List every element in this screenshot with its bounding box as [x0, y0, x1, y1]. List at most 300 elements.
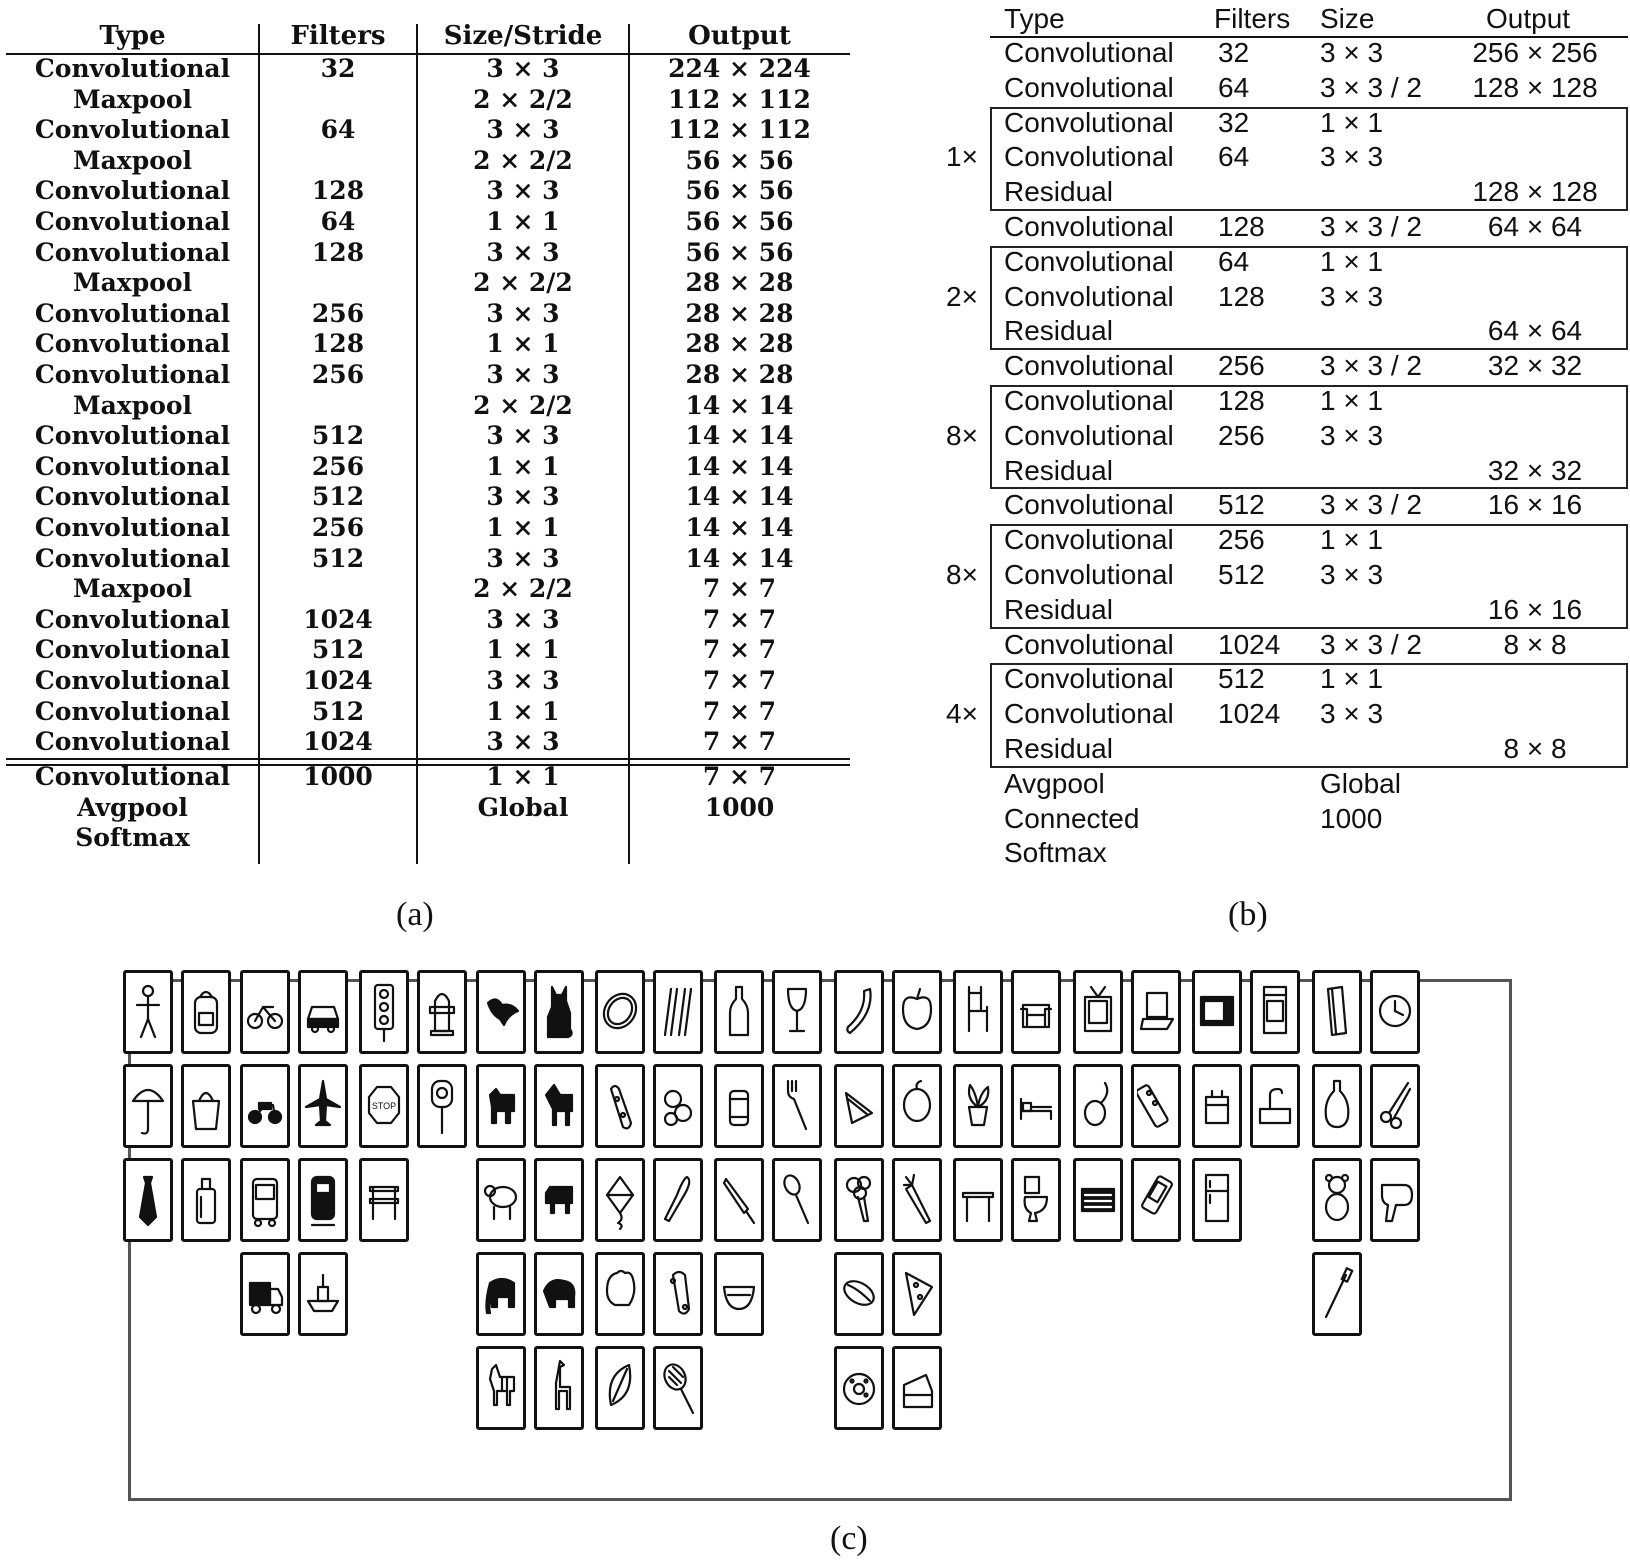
- cell-type: Convolutional: [34, 237, 231, 267]
- cell-size: 3 × 3: [486, 604, 560, 634]
- cell-type: Convolutional: [1004, 106, 1174, 138]
- bowl-icon: [714, 1252, 764, 1336]
- vase-glyph: [1318, 1073, 1356, 1139]
- sandwich-glyph: [840, 1073, 878, 1139]
- cell-type: Convolutional: [34, 635, 231, 665]
- table-row: [940, 106, 1630, 141]
- bus-icon: [240, 1158, 290, 1242]
- cell-output: 56 × 56: [685, 237, 794, 267]
- cell-size: 3 × 3: [1320, 37, 1384, 68]
- cell-output: 32 × 32: [1487, 454, 1583, 486]
- table-row: [940, 662, 1630, 697]
- baseball-bat-icon: [653, 1158, 703, 1242]
- cell-filters: 512: [311, 482, 365, 512]
- remote-glyph: [1137, 1073, 1175, 1139]
- toothbrush-glyph: [1318, 1261, 1356, 1327]
- cell-output: 14 × 14: [685, 421, 794, 451]
- laptop-glyph: [1137, 979, 1175, 1045]
- bicycle-icon: [240, 970, 290, 1054]
- cell-size: 3 × 3 / 2: [1320, 489, 1422, 521]
- cell-output: 7 × 7: [702, 635, 777, 665]
- car-glyph: [304, 979, 342, 1045]
- skateboard-icon: [653, 1252, 703, 1336]
- table-row: [940, 802, 1630, 837]
- cell-filters: 128: [311, 176, 365, 206]
- tv-glyph: [1079, 979, 1117, 1045]
- table-row: [940, 36, 1630, 71]
- cell-size: 3 × 3: [1320, 141, 1384, 173]
- chair-glyph: [959, 979, 997, 1045]
- giraffe-icon: [534, 1346, 584, 1430]
- cell-type: Convolutional: [34, 762, 231, 791]
- apple-icon: [892, 970, 942, 1054]
- carrot-glyph: [898, 1167, 936, 1233]
- bird-icon: [476, 970, 526, 1054]
- cell-size: 3 × 3: [486, 421, 560, 451]
- dining-table-icon: [953, 1158, 1003, 1242]
- cell-filters: 512: [1218, 559, 1265, 590]
- potted-plant-icon: [953, 1064, 1003, 1148]
- cell-filters: 128: [1218, 280, 1265, 312]
- snowboard-icon: [595, 1064, 645, 1148]
- cell-size: 3 × 3: [1320, 559, 1384, 590]
- cell-filters: [259, 793, 417, 824]
- cell-filters: 32: [320, 54, 356, 83]
- oven-icon: [1250, 970, 1300, 1054]
- microwave-glyph: [1198, 979, 1236, 1045]
- cell-type: Maxpool: [72, 145, 193, 175]
- cell-size: 1 × 1: [486, 207, 560, 236]
- cell-type: Avgpool: [1004, 767, 1105, 799]
- cell-type: Convolutional: [34, 421, 231, 451]
- cell-size: 3 × 3: [486, 360, 560, 389]
- handbag-icon: [181, 1064, 231, 1148]
- traffic-light-glyph: [365, 979, 403, 1045]
- cell-output: 8 × 8: [1503, 628, 1567, 660]
- tennis-racket-icon: [653, 1346, 703, 1430]
- cell-output: 14 × 14: [685, 513, 794, 542]
- cell-type: Convolutional: [34, 513, 231, 542]
- cell-type: Convolutional: [1004, 663, 1174, 695]
- person-glyph: [129, 979, 167, 1045]
- table-row: [940, 280, 1630, 315]
- cell-filters: 512: [1218, 663, 1265, 695]
- banana-icon: [834, 970, 884, 1054]
- cell-size: 3 × 3: [486, 115, 560, 145]
- cell-output: 1000: [704, 792, 775, 822]
- cup-icon: [714, 1064, 764, 1148]
- bicycle-glyph: [246, 979, 284, 1045]
- cell-type: Convolutional: [34, 54, 231, 83]
- couch-glyph: [1017, 979, 1055, 1045]
- cell-size: 3 × 3 / 2: [1320, 628, 1422, 660]
- cell-output: 14 × 14: [685, 390, 794, 420]
- cell-output: 8 × 8: [1503, 733, 1567, 764]
- cell-output: 14 × 14: [685, 543, 794, 573]
- horse-glyph: [540, 1073, 578, 1139]
- oven-glyph: [1256, 979, 1294, 1045]
- teddy-bear-glyph: [1318, 1167, 1356, 1233]
- cell-type: Residual: [1004, 315, 1113, 347]
- cell-type: Convolutional: [34, 604, 231, 634]
- cell-type: Convolutional: [1004, 524, 1174, 556]
- table-row: [940, 71, 1630, 106]
- boat-icon: [298, 1252, 348, 1336]
- hot-dog-glyph: [840, 1261, 878, 1327]
- header-size-stride: Size/Stride: [443, 21, 603, 51]
- darknet53-table: [940, 2, 1630, 872]
- pizza-glyph: [898, 1261, 936, 1327]
- cow-glyph: [540, 1167, 578, 1233]
- fire-hydrant-glyph: [423, 979, 461, 1045]
- cell-type: Maxpool: [72, 268, 193, 298]
- cell-type: Convolutional: [34, 115, 231, 145]
- potted-plant-glyph: [959, 1073, 997, 1139]
- teddy-bear-icon: [1312, 1158, 1362, 1242]
- bottle-glyph: [720, 979, 758, 1045]
- book-glyph: [1318, 979, 1356, 1045]
- cell-output: 7 × 7: [702, 762, 777, 791]
- suitcase-glyph: [187, 1167, 225, 1233]
- laptop-icon: [1131, 970, 1181, 1054]
- cell-output: 7 × 7: [702, 574, 777, 604]
- umbrella-glyph: [129, 1073, 167, 1139]
- spoon-glyph: [778, 1167, 816, 1233]
- cell-filters: [259, 391, 417, 422]
- table-row: [940, 523, 1630, 558]
- airplane-icon: [298, 1064, 348, 1148]
- cell-type: Convolutional: [1004, 280, 1174, 312]
- dining-table-glyph: [959, 1167, 997, 1233]
- cell-filters: 512: [311, 421, 365, 451]
- cell-size: Global: [1320, 767, 1401, 799]
- cell-output: 56 × 56: [685, 207, 794, 236]
- cell-size: 3 × 3: [486, 176, 560, 206]
- sheep-glyph: [482, 1167, 520, 1233]
- motorcycle-icon: [240, 1064, 290, 1148]
- hair-drier-icon: [1370, 1158, 1420, 1242]
- table-row: [940, 628, 1630, 663]
- orange-glyph: [898, 1073, 936, 1139]
- wine-glass-icon: [772, 970, 822, 1054]
- cell-output: 112 × 112: [668, 84, 811, 114]
- cell-filters: 64: [320, 115, 356, 145]
- clock-icon: [1370, 970, 1420, 1054]
- backpack-icon: [181, 970, 231, 1054]
- cell-size: 2 × 2/2: [473, 268, 573, 298]
- microwave-icon: [1192, 970, 1242, 1054]
- cell-type: Convolutional: [34, 696, 231, 726]
- cell-type: Convolutional: [34, 360, 231, 389]
- toothbrush-icon: [1312, 1252, 1362, 1336]
- cell-filters: 512: [311, 543, 365, 573]
- cell-size: 1 × 1: [486, 635, 560, 665]
- cell-type: Convolutional: [1004, 559, 1174, 590]
- cell-size: 1 × 1: [1320, 245, 1384, 277]
- scissors-icon: [1370, 1064, 1420, 1148]
- bear-glyph: [540, 1261, 578, 1327]
- cell-type: Convolutional: [34, 176, 231, 206]
- cell-output: 14 × 14: [685, 482, 794, 512]
- table-row: [940, 349, 1630, 384]
- cell-type: Softmax: [1004, 837, 1107, 869]
- skateboard-glyph: [659, 1261, 697, 1327]
- table-row: [940, 314, 1630, 349]
- table-row: [940, 419, 1630, 454]
- cell-filters: 256: [311, 360, 365, 389]
- toilet-glyph: [1017, 1167, 1055, 1233]
- skis-icon: [653, 970, 703, 1054]
- cow-icon: [534, 1158, 584, 1242]
- cell-filters: 32: [1218, 106, 1250, 138]
- double-rule-top: [6, 758, 850, 760]
- cell-size: 3 × 3 / 2: [1320, 350, 1422, 382]
- cell-output: 7 × 7: [702, 666, 777, 695]
- cell-size: 2 × 2/2: [473, 145, 573, 175]
- spoon-icon: [772, 1158, 822, 1242]
- bus-glyph: [246, 1167, 284, 1233]
- keyboard-glyph: [1079, 1167, 1117, 1233]
- car-icon: [298, 970, 348, 1054]
- cell-size: 3 × 3: [486, 237, 560, 267]
- toaster-icon: [1192, 1064, 1242, 1148]
- skis-glyph: [659, 979, 697, 1045]
- cell-type: Connected: [1004, 802, 1140, 834]
- cell-size: 3 × 3: [1320, 280, 1384, 312]
- cell-filters: 64: [1218, 245, 1250, 277]
- cell-size: 2 × 2/2: [473, 574, 573, 604]
- airplane-glyph: [304, 1073, 342, 1139]
- header-filters: Filters: [290, 21, 386, 51]
- kite-glyph: [601, 1167, 639, 1233]
- cell-output: 28 × 28: [685, 298, 794, 328]
- bottle-icon: [714, 970, 764, 1054]
- bed-icon: [1011, 1064, 1061, 1148]
- vase-icon: [1312, 1064, 1362, 1148]
- cake-glyph: [898, 1355, 936, 1421]
- parking-meter-icon: [417, 1064, 467, 1148]
- cell-type: Convolutional: [1004, 628, 1174, 660]
- table-row: [940, 384, 1630, 419]
- cell-size: [417, 823, 629, 854]
- broccoli-glyph: [840, 1167, 878, 1233]
- giraffe-glyph: [540, 1355, 578, 1421]
- cell-type: Convolutional: [34, 482, 231, 512]
- bird-glyph: [482, 979, 520, 1045]
- cell-type: Convolutional: [1004, 211, 1174, 242]
- cell-filters: 128: [311, 329, 365, 359]
- cell-output: 128 × 128: [1472, 71, 1598, 103]
- elephant-glyph: [482, 1261, 520, 1327]
- cell-type: Convolutional: [1004, 698, 1174, 730]
- wine-glass-glyph: [778, 979, 816, 1045]
- cell-type: Convolutional: [1004, 489, 1174, 521]
- cell-filters: 64: [1218, 141, 1250, 173]
- boat-glyph: [304, 1261, 342, 1327]
- cell-size: 1 × 1: [1320, 106, 1384, 138]
- cell-filters: 128: [1218, 211, 1265, 242]
- person-icon: [123, 970, 173, 1054]
- cell-output: 28 × 28: [685, 329, 794, 359]
- cell-type: Maxpool: [72, 390, 193, 420]
- suitcase-icon: [181, 1158, 231, 1242]
- cell-size: 1 × 1: [1320, 663, 1384, 695]
- table-row: [940, 245, 1630, 280]
- repeat-multiplier: 2×: [946, 280, 978, 312]
- dog-glyph: [482, 1073, 520, 1139]
- umbrella-icon: [123, 1064, 173, 1148]
- cell-type: Residual: [1004, 733, 1113, 764]
- table-row: [940, 140, 1630, 175]
- repeat-multiplier: 1×: [946, 141, 978, 173]
- fork-icon: [772, 1064, 822, 1148]
- cell-size: 3 × 3: [486, 482, 560, 512]
- scissors-glyph: [1376, 1073, 1414, 1139]
- cell-filters: 1024: [1218, 698, 1281, 730]
- parking-meter-glyph: [423, 1073, 461, 1139]
- surfboard-icon: [595, 1346, 645, 1430]
- cell-filters: [259, 574, 417, 605]
- kite-icon: [595, 1158, 645, 1242]
- zebra-icon: [476, 1346, 526, 1430]
- cell-filters: 256: [311, 451, 365, 481]
- sports-ball-glyph: [659, 1073, 697, 1139]
- knife-glyph: [720, 1167, 758, 1233]
- tv-icon: [1073, 970, 1123, 1054]
- cell-output: 64 × 64: [1487, 315, 1583, 347]
- cell-output: 224 × 224: [668, 54, 811, 83]
- cell-type: Convolutional: [1004, 350, 1174, 382]
- cell-type: Convolutional: [34, 543, 231, 573]
- cell-output: 56 × 56: [685, 145, 794, 175]
- repeat-multiplier: 8×: [946, 559, 978, 590]
- tie-glyph: [129, 1167, 167, 1233]
- cell-size: 1000: [1320, 802, 1383, 834]
- cell-filters: 1024: [303, 727, 373, 757]
- header-filters: Filters: [1214, 3, 1291, 34]
- handbag-glyph: [187, 1073, 225, 1139]
- carrot-icon: [892, 1158, 942, 1242]
- cell-filters: 64: [320, 207, 356, 236]
- sink-glyph: [1256, 1073, 1294, 1139]
- cell-output: 256 × 256: [1472, 37, 1598, 68]
- cell-size: 3 × 3: [486, 298, 560, 328]
- cell-type: Convolutional: [34, 207, 231, 236]
- elephant-icon: [476, 1252, 526, 1336]
- cell-size: 1 × 1: [486, 451, 560, 481]
- orange-icon: [892, 1064, 942, 1148]
- darknet19-table: [6, 18, 850, 864]
- cell-filters: 64: [1218, 71, 1250, 103]
- cell-type: Convolutional: [34, 451, 231, 481]
- cell-filters: 256: [1218, 524, 1265, 556]
- stop-sign-icon: [359, 1064, 409, 1148]
- cell-filters: 1024: [303, 604, 373, 634]
- repeat-multiplier: 8×: [946, 419, 978, 451]
- cell-filters: [259, 823, 417, 854]
- header-output: Output: [1486, 3, 1571, 34]
- cell-filters: [259, 85, 417, 116]
- sports-ball-icon: [653, 1064, 703, 1148]
- remote-icon: [1131, 1064, 1181, 1148]
- cell-type: Convolutional: [34, 727, 231, 757]
- cell-output: [629, 823, 850, 854]
- baseball-glove-glyph: [601, 1261, 639, 1327]
- cell-filters: 512: [1218, 489, 1265, 521]
- backpack-glyph: [187, 979, 225, 1045]
- chair-icon: [953, 970, 1003, 1054]
- cell-type: Convolutional: [1004, 37, 1174, 68]
- donut-glyph: [840, 1355, 878, 1421]
- sandwich-icon: [834, 1064, 884, 1148]
- cell-type: Residual: [1004, 176, 1113, 208]
- cell-filters: 512: [311, 696, 365, 726]
- tie-icon: [123, 1158, 173, 1242]
- repeat-multiplier: 4×: [946, 698, 978, 730]
- cell-phone-glyph: [1137, 1167, 1175, 1233]
- sink-icon: [1250, 1064, 1300, 1148]
- cell-filters: 256: [311, 298, 365, 328]
- object-class-icon-grid: [128, 979, 1512, 1501]
- cell-size: 1 × 1: [486, 329, 560, 359]
- pizza-icon: [892, 1252, 942, 1336]
- header-type: Type: [1004, 3, 1065, 34]
- cell-size: 1 × 1: [486, 696, 560, 726]
- cell-type: Avgpool: [77, 792, 188, 822]
- keyboard-icon: [1073, 1158, 1123, 1242]
- cell-type: Convolutional: [1004, 71, 1174, 103]
- cell-size: 1 × 1: [486, 762, 560, 791]
- surfboard-glyph: [601, 1355, 639, 1421]
- cell-output: 28 × 28: [685, 360, 794, 389]
- cell-size: 3 × 3 / 2: [1320, 211, 1422, 242]
- cell-output: 7 × 7: [702, 604, 777, 634]
- cell-type: Residual: [1004, 454, 1113, 486]
- cell-type: Convolutional: [1004, 385, 1174, 416]
- cell-size: 3 × 3: [486, 543, 560, 573]
- cell-type: Residual: [1004, 593, 1113, 625]
- cell-output: 32 × 32: [1487, 350, 1583, 382]
- cell-size: 1 × 1: [486, 513, 560, 542]
- cell-size: 3 × 3: [1320, 698, 1384, 730]
- cell-output: 128 × 128: [1472, 176, 1598, 208]
- cell-filters: 32: [1218, 37, 1250, 68]
- apple-glyph: [898, 979, 936, 1045]
- table-row: [940, 732, 1630, 767]
- cell-filters: 256: [1218, 350, 1265, 382]
- header-type: Type: [99, 21, 166, 51]
- cell-type: Convolutional: [1004, 419, 1174, 451]
- cell-filters: 1000: [303, 762, 373, 791]
- cell-type: Maxpool: [72, 574, 193, 604]
- baseball-bat-glyph: [659, 1167, 697, 1233]
- bed-glyph: [1017, 1073, 1055, 1139]
- cell-output: 14 × 14: [685, 451, 794, 481]
- table-row: [940, 697, 1630, 732]
- cat-glyph: [540, 979, 578, 1045]
- dog-icon: [476, 1064, 526, 1148]
- motorcycle-glyph: [246, 1073, 284, 1139]
- bear-icon: [534, 1252, 584, 1336]
- cell-size: 1 × 1: [1320, 385, 1384, 416]
- cell-size: 3 × 3: [1320, 419, 1384, 451]
- header-size: Size: [1320, 3, 1375, 34]
- clock-glyph: [1376, 979, 1414, 1045]
- cell-type: Convolutional: [34, 298, 231, 328]
- bench-icon: [359, 1158, 409, 1242]
- cell-output: 64 × 64: [1487, 211, 1583, 242]
- cell-size: 3 × 3: [486, 54, 560, 83]
